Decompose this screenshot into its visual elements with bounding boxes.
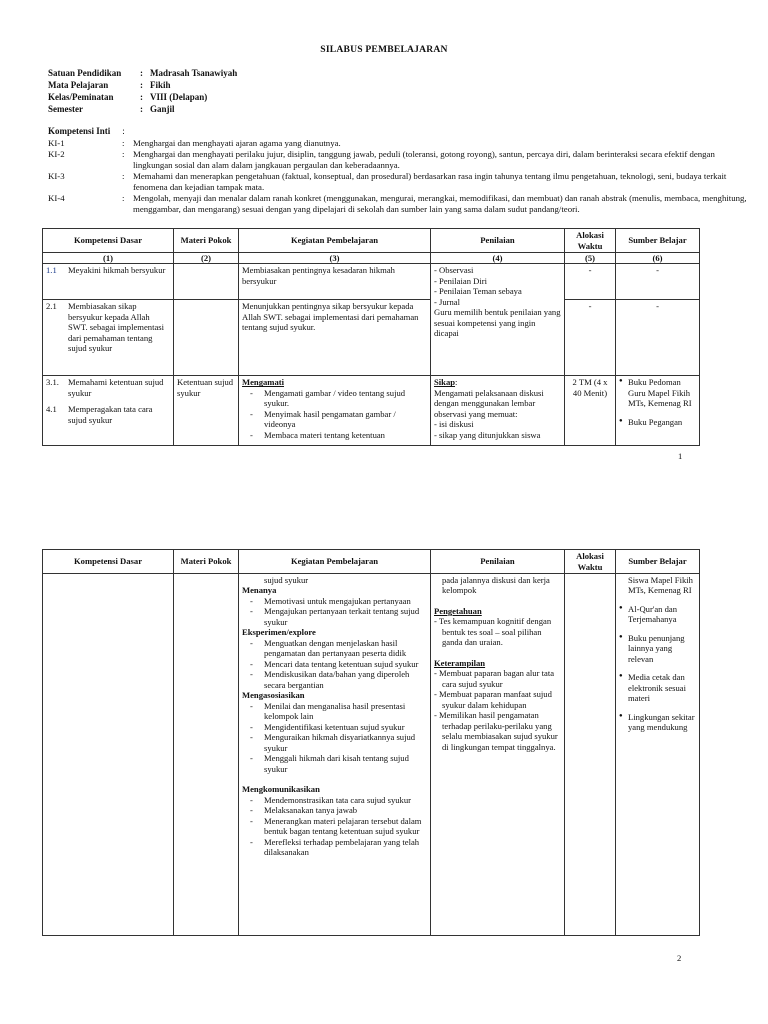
kegiatan-continued: sujud syukur — [264, 575, 309, 585]
section-heading: Pengetahuan — [434, 605, 482, 616]
ki-item — [48, 149, 748, 170]
materi-cell — [174, 300, 239, 376]
kd-cell: 1.1 Meyakini hikmah bersyukur — [43, 264, 174, 300]
activity-item: - Menguatkan dengan menjelaskan hasil pengamatan dan pertanyaan peserta didik — [242, 638, 427, 659]
kegiatan-cell — [239, 376, 431, 446]
document-title: SILABUS PEMBELAJARAN — [320, 44, 448, 55]
header-penilaian: Penilaian — [431, 229, 565, 253]
info-separator: : — [140, 80, 143, 90]
info-row — [48, 68, 237, 79]
ki-code: KI-1 — [48, 138, 65, 148]
penilaian-cell — [431, 264, 565, 376]
section-heading: Mengamati — [242, 377, 285, 388]
header-kompetensi-dasar: Kompetensi Dasar — [43, 550, 174, 574]
activity-item: - Mendiskusikan data/bahan yang diperoleh secara bergantian — [242, 669, 427, 690]
kegiatan-item: - Mengamati gambar / video tentang sujud syukur. — [242, 388, 427, 409]
table-row — [43, 300, 700, 376]
alokasi-cell — [565, 574, 616, 936]
ki-separator: : — [122, 138, 125, 148]
info-key: Semester — [48, 104, 83, 114]
page-number: 1 — [678, 451, 683, 461]
header-kompetensi-dasar: Kompetensi Dasar — [43, 229, 174, 253]
ki-heading: Kompetensi Inti : — [48, 126, 125, 136]
ki-separator: : — [122, 149, 125, 159]
activity-item: - Merefleksi terhadap pembelajaran yang telah dilaksanakan — [242, 837, 427, 858]
alokasi-cell: - — [565, 300, 616, 376]
info-value: Ganjil — [150, 104, 175, 114]
section-heading: Menanya — [242, 585, 277, 596]
sumber-cell — [616, 376, 700, 446]
page-number: 2 — [677, 953, 682, 963]
activity-item: - Mencari data tentang ketentuan sujud syukur — [242, 659, 427, 669]
penilaian-item: - Jurnal — [434, 296, 461, 307]
info-key: Mata Pelajaran — [48, 80, 109, 90]
alokasi-cell: - — [565, 264, 616, 300]
info-separator: : — [140, 104, 143, 114]
materi-cell: Ketentuan sujud syukur — [174, 376, 239, 446]
header-materi-pokok: Materi Pokok — [174, 229, 239, 253]
activity-item: - Menggali hikmah dari kisah tentang sujud syukur — [242, 753, 427, 774]
penilaian-item: - sikap yang ditunjukkan siswa — [434, 429, 541, 440]
ki-code: KI-4 — [48, 193, 65, 203]
kd-cell: 3.1. Memahami ketentuan sujud syukur 4.1 Memperagakan tata cara sujud syukur — [43, 376, 174, 446]
info-separator: : — [140, 92, 143, 102]
ki-text: Mengolah, menyaji dan menalar dalam ranah konkret (menggunakan, mengurai, merangkai, memodifikasi, dan membuat) dan ranah abstrak (menulis, membaca, menghitung, menggambar, dan mengarang) sesuai dengan yang dipelajari di sekolah dan sumber lain yang sama dalam sudut pandang/teori. — [133, 193, 747, 214]
header-alokasi: Alokasi Waktu — [565, 550, 616, 574]
column-number: (1) — [43, 253, 174, 264]
activity-item: - Mendemonstrasikan tata cara sujud syukur — [242, 795, 427, 805]
ki-code: KI-2 — [48, 149, 65, 159]
activity-item: - Menguraikan hikmah disyariatkannya sujud syukur — [242, 732, 427, 753]
penilaian-cell: pada jalannya diskusi dan kerja kelompok Pengetahuan - Tes kemampuan kognitif dengan bentuk tes soal – soal pilihan ganda dan uraian. Keterampilan - Membuat paparan bagan alur tata cara sujud syukur - Membuat paparan manfaat sujud syukur dalam kehidupan - Memilikan hasil pengamatan terhadap perilaku-perilaku yang selalu membiasakan sujud syukur di lingkungan tempat tinggalnya. — [431, 574, 565, 936]
ki-item — [48, 171, 748, 192]
info-value: Madrasah Tsanawiyah — [150, 68, 238, 78]
table-row — [43, 574, 700, 936]
sumber-cell: Siswa Mapel Fikih MTs, Kemenag RI ● Al-Qur'an dan Terjemahanya ● Buku penunjang lainnya yang relevan ● Media cetak dan elektronik sesuai materi ● Lingkungan sekitar yang mendukung — [616, 574, 700, 936]
sumber-item: ● Buku Pegangan — [619, 417, 696, 427]
section-heading: Mengasosiasikan — [242, 690, 305, 701]
activity-item: - Memotivasi untuk mengajukan pertanyaan — [242, 596, 427, 606]
ki-text: Menghargai dan menghayati ajaran agama yang dianutnya. — [133, 138, 341, 148]
ki-text: Memahami dan menerapkan pengetahuan (faktual, konseptual, dan prosedural) berdasarkan rasa ingin tahunya tentang ilmu pengetahuan, teknologi, seni, budaya terkait fenomena dan kejadian tampak mata. — [133, 171, 727, 192]
materi-cell — [174, 574, 239, 936]
column-number: (2) — [174, 253, 239, 264]
ki-separator: : — [122, 171, 125, 181]
column-number: (3) — [239, 253, 431, 264]
penilaian-item: - Memilikan hasil pengamatan terhadap perilaku-perilaku yang selalu membiasakan sujud syukur di lingkungan tempat tinggalnya. — [434, 710, 558, 752]
activity-item: - Mengajukan pertanyaan terkait tentang sujud syukur — [242, 606, 427, 627]
column-number: (5) — [565, 253, 616, 264]
column-number: (4) — [431, 253, 565, 264]
table-header-row — [43, 550, 700, 574]
activity-list — [242, 638, 427, 690]
header-sumber: Sumber Belajar — [616, 229, 700, 253]
header-kegiatan: Kegiatan Pembelajaran — [239, 550, 431, 574]
column-number: (6) — [616, 253, 700, 264]
syllabus-table-page-1 — [42, 228, 700, 446]
info-key: Kelas/Peminatan — [48, 92, 114, 102]
ki-code: KI-3 — [48, 171, 65, 181]
penilaian-item: - Tes kemampuan kognitif dengan bentuk tes soal – soal pilihan ganda dan uraian. — [434, 616, 552, 648]
syllabus-table-page-2 — [42, 549, 700, 936]
header-penilaian: Penilaian — [431, 550, 565, 574]
sumber-item: ● Buku penunjang lainnya yang relevan — [619, 633, 696, 664]
kegiatan-cell: Membiasakan pentingnya kesadaran hikmah bersyukur — [239, 264, 431, 300]
info-key: Satuan Pendidikan — [48, 68, 122, 78]
table-row — [43, 264, 700, 300]
kegiatan-cell — [239, 574, 431, 936]
sumber-cell: - — [616, 300, 700, 376]
penilaian-item: - Membuat paparan bagan alur tata cara sujud syukur — [434, 668, 555, 689]
penilaian-item: - isi diskusi — [434, 419, 474, 430]
activity-item: - Menilai dan menganalisa hasil presentasi kelompok lain — [242, 701, 427, 722]
activity-list — [242, 795, 427, 858]
ki-item — [48, 138, 748, 149]
section-heading: Mengkomunikasikan — [242, 784, 320, 795]
info-row — [48, 80, 171, 91]
sumber-item: ● Lingkungan sekitar yang mendukung — [619, 712, 696, 733]
kegiatan-cell: Menunjukkan pentingnya sikap bersyukur kepada Allah SWT. sebagai implementasi dari pemahaman tentang sujud syukur. — [239, 300, 431, 376]
info-row — [48, 92, 207, 103]
ki-separator: : — [122, 193, 125, 203]
penilaian-item: - Penilaian Diri — [434, 275, 487, 286]
info-row — [48, 104, 175, 115]
activity-item: - Menerangkan materi pelajaran tersebut dalam bentuk bagan tentang ketentuan sujud syukur — [242, 816, 427, 837]
info-value: VIII (Delapan) — [150, 92, 208, 102]
ki-item — [48, 193, 748, 214]
penilaian-note: Guru memilih bentuk penilaian yang sesuai kompetensi yang ingin dicapai — [434, 307, 561, 339]
header-kegiatan: Kegiatan Pembelajaran — [239, 229, 431, 253]
activity-item: - Melaksanakan tanya jawab — [242, 805, 427, 815]
sumber-item: ● Buku Pedoman Guru Mapel Fikih MTs, Kemenag RI — [619, 377, 696, 408]
kegiatan-item: - Membaca materi tentang ketentuan — [242, 430, 427, 440]
header-sumber: Sumber Belajar — [616, 550, 700, 574]
section-heading: Eksperimen/explore — [242, 627, 316, 638]
header-alokasi: Alokasi Waktu — [565, 229, 616, 253]
column-number-row — [43, 253, 700, 264]
penilaian-item: - Observasi — [434, 265, 474, 276]
header-materi-pokok: Materi Pokok — [174, 550, 239, 574]
activity-list — [242, 596, 427, 627]
sumber-cell: - — [616, 264, 700, 300]
table-row — [43, 376, 700, 446]
sumber-item: ● Media cetak dan elektronik sesuai materi — [619, 672, 696, 703]
kd-cell — [43, 574, 174, 936]
penilaian-item: - Membuat paparan manfaat sujud syukur dalam kehidupan — [434, 689, 552, 710]
penilaian-cell: Sikap: Mengamati pelaksanaan diskusi dengan menggunakan lembar observasi yang memuat: - isi diskusi - sikap yang ditunjukkan siswa — [431, 376, 565, 446]
ki-text: Menghargai dan menghayati perilaku jujur, disiplin, tanggung jawab, peduli (toleransi, gotong royong), santun, percaya diri, dalam berinteraksi secara efektif dengan lingkungan sosial dan alam dalam jangkauan pergaulan dan keberadaannya. — [133, 149, 715, 170]
penilaian-item: - Penilaian Teman sebaya — [434, 286, 522, 297]
info-value: Fikih — [150, 80, 171, 90]
table-header-row — [43, 229, 700, 253]
activity-item: - Mengidentifikasi ketentuan sujud syukur — [242, 722, 427, 732]
activity-list — [242, 701, 427, 774]
info-separator: : — [140, 68, 143, 78]
materi-cell — [174, 264, 239, 300]
kd-cell: 2.1 Membiasakan sikap bersyukur kepada Allah SWT. sebagai implementasi dari pemahaman tentang sujud syukur — [43, 300, 174, 376]
alokasi-cell: 2 TM (4 x 40 Menit) — [565, 376, 616, 446]
sumber-item: ● Al-Qur'an dan Terjemahanya — [619, 604, 696, 625]
kegiatan-item: - Menyimak hasil pengamatan gambar / videonya — [242, 409, 427, 430]
section-heading: Keterampilan — [434, 657, 486, 668]
